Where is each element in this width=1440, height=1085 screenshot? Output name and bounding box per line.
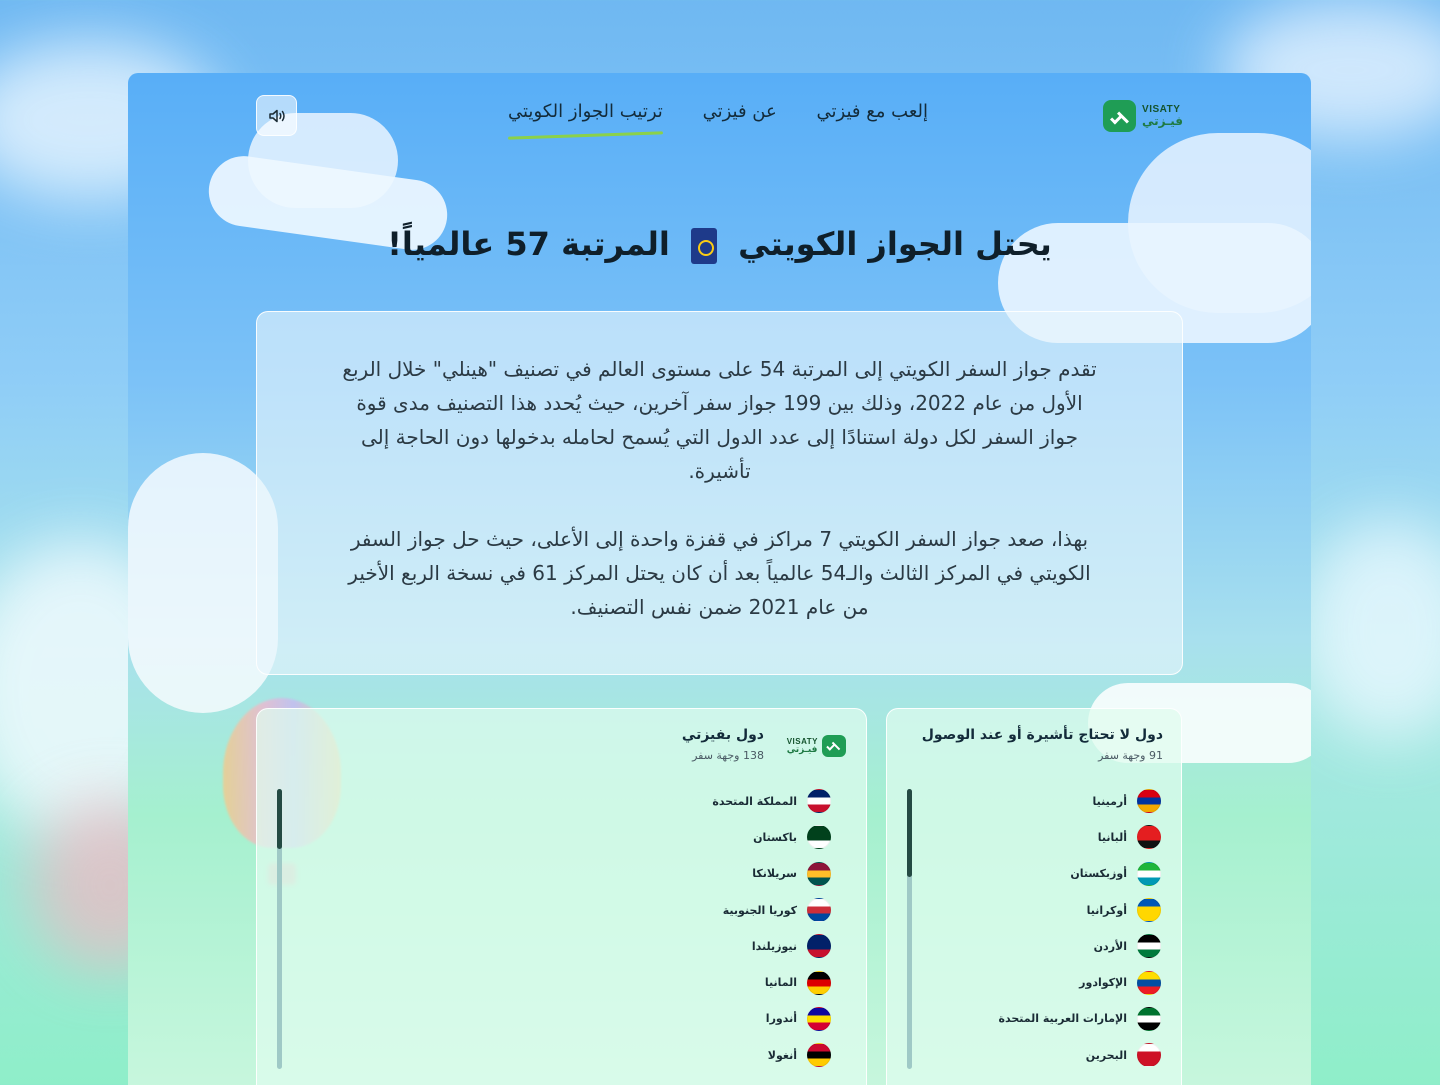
country-item[interactable] — [712, 819, 831, 855]
nav-play-with-visaty[interactable]: إلعب مع فيزتي — [816, 101, 928, 122]
flag-icon — [1137, 862, 1161, 886]
brand-logo[interactable] — [1103, 99, 1183, 133]
flag-icon — [807, 934, 831, 958]
country-item[interactable] — [998, 1037, 1161, 1073]
country-item[interactable] — [998, 1001, 1161, 1037]
country-item[interactable] — [998, 928, 1161, 964]
country-list — [998, 783, 1161, 1073]
scrollbar-thumb[interactable] — [907, 789, 912, 877]
intro-paragraph: تقدم جواز السفر الكويتي إلى المرتبة 54 على مستوى العالم في تصنيف "هينلي" خلال الربع الأول من عام 2022، وذلك بين 199 جواز سفر آخرين، حيث يُحدد هذا التصنيف مدى قوة جواز السفر لكل دولة استنادًا إلى عدد الدول التي يُسمح لحامله بدخولها دون الحاجة إلى تأشيرة. — [342, 357, 1097, 483]
flag-icon — [1137, 825, 1161, 849]
country-item[interactable] — [712, 856, 831, 892]
country-item[interactable] — [998, 856, 1161, 892]
brand-name-ar: فيـزتي — [786, 744, 818, 755]
page-title — [328, 225, 1111, 264]
country-list — [712, 783, 831, 1073]
country-item[interactable] — [998, 892, 1161, 928]
country-item[interactable] — [712, 964, 831, 1000]
nav-about-visaty[interactable]: عن فيزتي — [702, 101, 777, 122]
card-subtitle: 91 وجهة سفر — [1098, 749, 1163, 762]
country-item[interactable] — [712, 1001, 831, 1037]
nav-kuwaiti-passport-ranking[interactable]: ترتيب الجواز الكويتي — [508, 101, 663, 131]
country-item[interactable] — [998, 783, 1161, 819]
flag-icon — [807, 825, 831, 849]
flag-icon — [1137, 1007, 1161, 1031]
country-item[interactable] — [712, 783, 831, 819]
passport-icon — [691, 228, 717, 264]
brand-name-en: VISATY — [1142, 104, 1181, 115]
card-brand-logo — [787, 735, 846, 757]
check-arrow-logo-icon — [822, 735, 846, 757]
sound-toggle-button[interactable] — [256, 95, 297, 136]
country-name: باكستان — [753, 830, 797, 844]
nav-links — [508, 101, 928, 131]
flag-icon — [1137, 898, 1161, 922]
bg-cloud — [1300, 520, 1440, 740]
country-name: الإكوادور — [1079, 976, 1127, 990]
country-name: أوكرانيا — [1086, 903, 1127, 917]
visaty-countries-card — [256, 708, 867, 1085]
check-arrow-logo-icon — [1103, 100, 1136, 132]
country-name: البحرين — [1085, 1048, 1127, 1062]
country-item[interactable] — [998, 819, 1161, 855]
card-title: دول لا تحتاج تأشيرة أو عند الوصول — [921, 727, 1163, 743]
flag-icon — [1137, 971, 1161, 995]
country-name: المانيا — [764, 976, 797, 990]
intro-paragraph: بهذا، صعد جواز السفر الكويتي 7 مراكز في قفزة واحدة إلى الأعلى، حيث حل جواز السفر الكويتي في المركز الثالث والـ54 عالمياً بعد أن كان يحتل المركز 61 في نسخة الربع الأخير من عام 2021 ضمن نفس التصنيف. — [348, 527, 1091, 619]
country-name: المملكة المتحدة — [712, 794, 797, 808]
country-name: نيوزيلندا — [751, 939, 797, 953]
country-name: كوريا الجنوبية — [722, 903, 797, 917]
card-subtitle: 138 وجهة سفر — [692, 749, 764, 762]
speaker-icon — [267, 106, 287, 126]
country-name: الأردن — [1093, 939, 1127, 953]
country-item[interactable] — [998, 964, 1161, 1000]
country-name: الإمارات العربية المتحدة — [998, 1012, 1127, 1026]
flag-icon — [1137, 789, 1161, 813]
list-scrollbar[interactable] — [277, 789, 282, 1069]
top-nav — [128, 73, 1311, 157]
card-title: دول بفيزتي — [681, 727, 764, 743]
country-item[interactable] — [712, 1037, 831, 1073]
page-title-start: يحتل الجواز الكويتي — [738, 225, 1052, 263]
flag-icon — [807, 898, 831, 922]
country-item[interactable] — [712, 892, 831, 928]
page-frame — [128, 73, 1311, 1085]
country-name: أوزبكستان — [1070, 867, 1127, 881]
flag-icon — [1137, 1043, 1161, 1067]
flag-icon — [807, 1007, 831, 1031]
list-scrollbar[interactable] — [907, 789, 912, 1069]
flag-icon — [807, 789, 831, 813]
flag-icon — [1137, 934, 1161, 958]
country-item[interactable] — [712, 928, 831, 964]
page-title-end: المرتبة 57 عالمياً! — [387, 225, 670, 263]
country-name: أنغولا — [767, 1048, 797, 1062]
brand-name-en: VISATY — [786, 736, 818, 746]
intro-card — [256, 311, 1183, 675]
brand-name-ar: فيـزتي — [1142, 114, 1183, 128]
country-name: أندورا — [765, 1012, 797, 1026]
country-name: أرمينيا — [1092, 794, 1127, 808]
scrollbar-thumb[interactable] — [277, 789, 282, 849]
country-name: ألبانيا — [1097, 830, 1127, 844]
country-name: سريلانكا — [752, 867, 797, 881]
no-visa-countries-card — [886, 708, 1182, 1085]
flag-icon — [807, 862, 831, 886]
flag-icon — [807, 971, 831, 995]
flag-icon — [807, 1043, 831, 1067]
